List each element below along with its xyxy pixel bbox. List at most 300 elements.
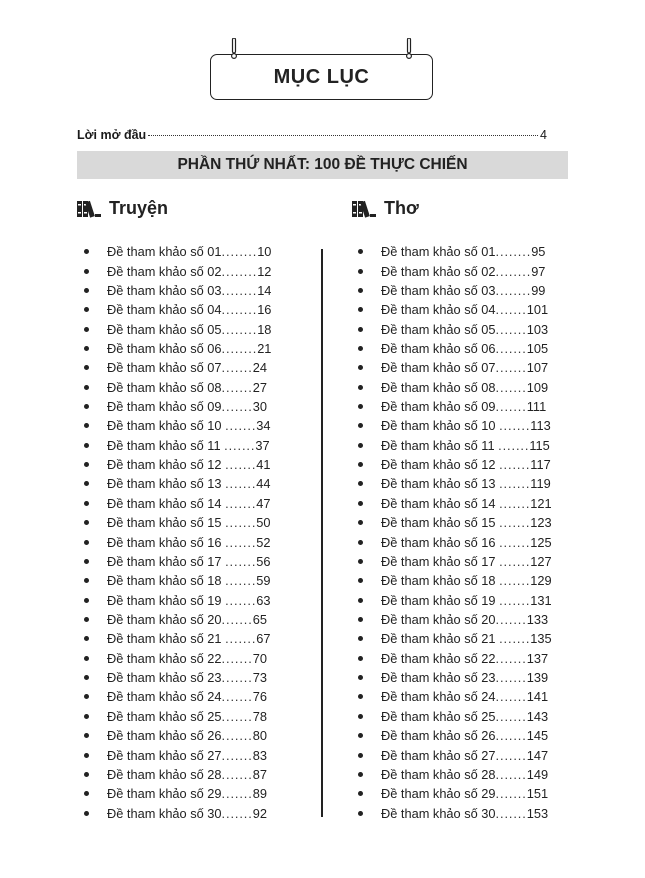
bullet-icon [358,404,363,409]
bullet-icon [84,385,89,390]
toc-entry-foreword[interactable] [77,128,547,144]
toc-entry-page: 59 [256,573,271,589]
leader-dots: ....... [495,728,527,744]
leader-dots: ....... [221,670,253,686]
bullet-icon [358,656,363,661]
bullet-icon [84,675,89,680]
leader-dots: ....... [221,708,253,724]
toc-entry-label: Đề tham khảo số 22 [107,650,222,666]
toc-entry[interactable] [358,513,552,532]
bullet-icon [358,733,363,738]
bullet-icon [358,481,363,486]
leader-dots [148,135,538,136]
bullet-icon [84,520,89,525]
toc-entry[interactable] [358,281,552,300]
toc-entry-label: Đề tham khảo số 04 [107,302,222,318]
bullet-icon [358,753,363,758]
toc-entry-label: Đề tham khảo số 17 [381,553,500,569]
toc-entry-label: Đề tham khảo số 08 [381,379,496,395]
leader-dots: ....... [495,340,527,356]
toc-entry-label: Đề tham khảo số 08 [107,379,222,395]
toc-entry-page: 63 [256,592,271,608]
toc-entry[interactable] [358,378,552,397]
toc-entry-page: 137 [526,650,549,666]
toc-entry[interactable] [84,339,271,358]
toc-entry[interactable] [358,668,552,687]
part-banner [77,151,568,179]
toc-entry[interactable] [84,319,271,338]
leader-dots: ....... [495,302,527,318]
bullet-icon [358,307,363,312]
toc-entry-page: 127 [530,553,552,569]
toc-entry[interactable] [84,397,271,416]
toc-entry-page: 70 [252,650,267,666]
toc-entry-label: Đề tham khảo số 04 [381,302,496,318]
leader-dots: ....... [499,534,531,550]
bullet-icon [84,559,89,564]
leader-dots: ....... [499,573,531,589]
leader-dots: ....... [225,534,257,550]
leader-dots: ....... [495,379,527,395]
toc-entry-label: Đề tham khảo số 02 [381,263,496,279]
leader-dots: ....... [495,786,527,802]
toc-entry[interactable] [358,552,552,571]
bullet-icon [84,636,89,641]
toc-entry[interactable] [358,610,552,629]
bullet-icon [358,791,363,796]
toc-entry[interactable] [358,319,552,338]
toc-entry[interactable] [358,707,552,726]
toc-entry[interactable] [358,339,552,358]
toc-entry-page: 41 [256,457,271,473]
toc-entry-label: Đề tham khảo số 27 [107,747,222,763]
toc-entry[interactable] [358,784,552,803]
leader-dots: ....... [225,631,257,647]
toc-entry-page: 145 [526,728,549,744]
leader-dots: ....... [495,321,527,337]
toc-entry-page: 92 [252,805,267,821]
section-heading-truyen [76,198,168,219]
toc-entry-page: 76 [252,689,267,705]
toc-entry[interactable] [84,474,271,493]
bullet-icon [358,365,363,370]
leader-dots: ....... [225,418,257,434]
toc-entry[interactable] [84,358,271,377]
toc-entry[interactable] [358,416,552,435]
books-icon [76,200,102,218]
toc-entry-page: 83 [252,747,267,763]
toc-entry[interactable] [84,571,271,590]
toc-entry-label: Đề tham khảo số 03 [381,282,496,298]
toc-entry-label: Đề tham khảo số 22 [381,650,496,666]
toc-entry-page: 149 [526,766,549,782]
toc-entry-page: 143 [526,708,549,724]
toc-entry-label: Đề tham khảo số 02 [107,263,222,279]
leader-dots: ........ [221,244,258,260]
toc-entry-label: Đề tham khảo số 10 [107,418,226,434]
toc-entry-page: 97 [531,263,546,279]
toc-entry-page: 129 [530,573,552,589]
toc-entry-label: Đề tham khảo số 18 [107,573,226,589]
toc-entry-page: 30 [252,399,267,415]
toc-entry[interactable] [358,455,552,474]
bullet-icon [84,714,89,719]
toc-entry-page: 87 [252,766,267,782]
leader-dots: ....... [221,747,253,763]
leader-dots: ....... [498,437,530,453]
toc-entry[interactable] [84,803,271,822]
toc-entry-page: 16 [257,302,272,318]
toc-entry[interactable] [84,242,271,261]
bullet-icon [84,811,89,816]
leader-dots: ........ [221,340,258,356]
section-heading-tho [351,198,419,219]
leader-dots: ....... [221,786,253,802]
leader-dots: ....... [221,360,253,376]
bullet-icon [84,540,89,545]
toc-entry[interactable] [84,436,271,455]
toc-entry-label: Đề tham khảo số 05 [107,321,222,337]
toc-entry-page: 89 [252,786,267,802]
toc-entry-label: Đề tham khảo số 01 [107,244,222,260]
leader-dots: ........ [221,263,258,279]
toc-entry[interactable] [358,629,552,648]
toc-entry[interactable] [84,532,271,551]
toc-entry[interactable] [84,416,271,435]
bullet-icon [84,288,89,293]
toc-entry-page: 99 [531,282,546,298]
toc-entry-label: Đề tham khảo số 26 [107,728,222,744]
toc-entry-page: 44 [256,476,271,492]
toc-entry[interactable] [358,803,552,822]
toc-entry[interactable] [358,436,552,455]
bullet-icon [84,443,89,448]
bullet-icon [358,559,363,564]
toc-entry-page: 52 [256,534,271,550]
toc-entry[interactable] [84,455,271,474]
leader-dots: ....... [221,612,253,627]
leader-dots: ........ [221,321,258,337]
toc-entry[interactable] [84,261,271,280]
section-heading-label: Thơ [384,198,419,218]
leader-dots: ....... [221,766,253,782]
bullet-icon [84,753,89,758]
toc-entry-page: 67 [256,631,271,647]
toc-list-tho [358,242,552,823]
toc-entry-page: 65 [252,612,267,627]
toc-entry[interactable] [84,281,271,300]
leader-dots: ....... [495,670,527,686]
bullet-icon [358,501,363,506]
leader-dots: ....... [495,747,527,763]
bullet-icon [84,307,89,312]
bullet-icon [358,346,363,351]
toc-entry-label: Đề tham khảo số 10 [381,418,500,434]
toc-entry[interactable] [84,590,271,609]
bullet-icon [84,578,89,583]
toc-entry-page: 153 [526,805,549,821]
column-divider [321,249,323,817]
leader-dots: ....... [221,805,253,821]
leader-dots: ....... [499,592,531,608]
toc-entry-label: Đề tham khảo số 29 [381,786,496,802]
toc-entry[interactable] [358,726,552,745]
toc-entry[interactable] [84,707,271,726]
leader-dots: ....... [499,418,531,434]
toc-entry[interactable] [358,358,552,377]
toc-entry-label: Đề tham khảo số 03 [107,282,222,298]
toc-entry-label: Đề tham khảo số 15 [381,515,500,531]
toc-entry-page: 147 [526,747,549,763]
toc-entry-label: Đề tham khảo số 12 [107,457,226,473]
toc-entry-page: 78 [252,708,267,724]
leader-dots: ....... [225,553,257,569]
leader-dots: ....... [225,495,257,511]
bullet-icon [84,346,89,351]
toc-entry-label: Đề tham khảo số 30 [107,805,222,821]
toc-entry-label: Đề tham khảo số 19 [381,592,500,608]
toc-entry-page: 101 [526,302,549,318]
toc-entry[interactable] [358,532,552,551]
toc-entry-label: Đề tham khảo số 21 [107,631,226,647]
bullet-icon [358,249,363,254]
toc-entry[interactable] [84,649,271,668]
toc-entry-page: 24 [252,360,267,376]
toc-entry-page: 119 [530,476,551,492]
toc-entry-page: 50 [256,515,271,531]
toc-entry-label: Đề tham khảo số 17 [107,553,226,569]
leader-dots: ....... [495,612,527,627]
toc-entry-label: Đề tham khảo số 28 [381,766,496,782]
bullet-icon [358,540,363,545]
part-title: PHẦN THỨ NHẤT: 100 ĐỀ THỰC CHIẾN [177,156,468,173]
toc-entry-label: Đề tham khảo số 06 [107,340,222,356]
toc-entry-label: Đề tham khảo số 26 [381,728,496,744]
toc-entry-page: 37 [255,437,270,453]
toc-entry-label: Đề tham khảo số 20 [381,612,496,627]
leader-dots: ....... [221,689,253,705]
leader-dots: ........ [221,302,258,318]
toc-entry-page: 34 [256,418,271,434]
toc-entry-page: 80 [252,728,267,744]
toc-entry-label: Đề tham khảo số 11 [381,437,499,453]
toc-entry-page: 27 [252,379,267,395]
bullet-icon [358,714,363,719]
toc-entry-page: 135 [530,631,552,647]
pin-icon [231,38,237,60]
bullet-icon [358,443,363,448]
toc-entry[interactable] [84,513,271,532]
toc-entry-label: Đề tham khảo số 27 [381,747,496,763]
toc-entry-label: Đề tham khảo số 07 [107,360,222,376]
toc-entry[interactable] [358,745,552,764]
bullet-icon [84,481,89,486]
toc-entry[interactable] [358,494,552,513]
toc-entry-page: 141 [526,689,549,705]
toc-entry[interactable] [358,687,552,706]
toc-entry[interactable] [358,242,552,261]
toc-entry-label: Đề tham khảo số 24 [107,689,222,705]
toc-entry[interactable] [84,745,271,764]
toc-entry[interactable] [84,300,271,319]
toc-entry[interactable] [358,474,552,493]
bullet-icon [84,772,89,777]
toc-entry-label: Đề tham khảo số 28 [107,766,222,782]
leader-dots: ....... [225,515,257,531]
leader-dots: ....... [495,766,527,782]
leader-dots: ....... [225,573,257,589]
bullet-icon [358,772,363,777]
leader-dots: ....... [221,379,253,395]
bullet-icon [84,462,89,467]
bullet-icon [84,694,89,699]
toc-entry-label: Đề tham khảo số 18 [381,573,500,589]
bullet-icon [358,423,363,428]
leader-dots: ....... [224,437,256,453]
toc-entry-page: 151 [526,786,549,802]
toc-entry[interactable] [84,765,271,784]
bullet-icon [84,656,89,661]
toc-entry-page: 4 [540,128,547,142]
bullet-icon [84,249,89,254]
bullet-icon [358,269,363,274]
leader-dots: ....... [499,553,531,569]
toc-entry-page: 113 [530,418,551,434]
toc-entry[interactable] [84,629,271,648]
toc-entry-label: Đề tham khảo số 14 [107,495,226,511]
toc-entry-page: 131 [530,592,552,608]
toc-entry-page: 47 [256,495,271,511]
bullet-icon [358,811,363,816]
toc-entry-label: Đề tham khảo số 29 [107,786,222,802]
toc-entry-page: 95 [531,244,546,260]
bullet-icon [358,462,363,467]
toc-entry-page: 139 [526,670,549,686]
toc-entry-page: 103 [526,321,549,337]
page-title-card [210,54,433,100]
toc-entry[interactable] [84,784,271,803]
toc-entry[interactable] [84,552,271,571]
leader-dots: ....... [499,457,531,473]
toc-entry[interactable] [84,610,271,629]
bullet-icon [358,385,363,390]
page-title: MỤC LỤC [273,65,370,88]
leader-dots: ....... [499,631,531,647]
toc-entry-page: 14 [257,282,272,298]
toc-entry[interactable] [358,765,552,784]
toc-entry-page: 12 [257,263,272,279]
toc-entry-label: Đề tham khảo số 19 [107,592,226,608]
pin-icon [406,38,412,60]
toc-entry-page: 107 [526,360,549,376]
toc-entry-label: Đề tham khảo số 15 [107,515,226,531]
bullet-icon [84,269,89,274]
leader-dots: ........ [495,282,532,298]
bullet-icon [84,791,89,796]
toc-entry[interactable] [84,687,271,706]
toc-entry-page: 123 [530,515,552,531]
leader-dots: ........ [221,282,258,298]
toc-entry[interactable] [84,668,271,687]
bullet-icon [84,423,89,428]
toc-entry-label: Đề tham khảo số 11 [107,437,225,453]
leader-dots: ....... [499,476,531,492]
toc-entry-label: Đề tham khảo số 01 [381,244,496,260]
toc-entry-label: Đề tham khảo số 09 [107,399,222,415]
toc-entry-page: 18 [257,321,272,337]
bullet-icon [358,598,363,603]
toc-entry-label: Đề tham khảo số 12 [381,457,500,473]
bullet-icon [84,733,89,738]
toc-entry[interactable] [358,571,552,590]
leader-dots: ....... [495,708,527,724]
toc-entry[interactable] [84,726,271,745]
toc-entry[interactable] [358,649,552,668]
leader-dots: ....... [225,476,257,492]
toc-entry-label: Đề tham khảo số 07 [381,360,496,376]
books-icon [351,200,377,218]
toc-entry[interactable] [358,397,552,416]
toc-entry-page: 133 [526,612,549,627]
toc-list-truyen [84,242,271,823]
leader-dots: ....... [495,399,527,415]
toc-entry[interactable] [84,378,271,397]
bullet-icon [358,617,363,622]
bullet-icon [358,694,363,699]
leader-dots: ....... [225,592,257,608]
bullet-icon [84,327,89,332]
toc-entry-label: Đề tham khảo số 06 [381,340,496,356]
bullet-icon [358,288,363,293]
toc-entry-label: Đề tham khảo số 16 [381,534,500,550]
toc-entry-label: Đề tham khảo số 30 [381,805,496,821]
bullet-icon [84,501,89,506]
leader-dots: ....... [495,689,527,705]
toc-entry-label: Đề tham khảo số 14 [381,495,500,511]
toc-entry[interactable] [358,300,552,319]
toc-entry-label: Đề tham khảo số 23 [107,670,222,686]
toc-entry-page: 109 [526,379,549,395]
toc-entry-label: Đề tham khảo số 16 [107,534,226,550]
toc-entry-page: 73 [252,670,267,686]
bullet-icon [84,404,89,409]
leader-dots: ....... [225,457,257,473]
toc-entry-page: 115 [529,437,550,453]
leader-dots: ....... [221,728,253,744]
bullet-icon [358,520,363,525]
toc-entry-label: Lời mở đầu [77,128,147,142]
toc-entry-label: Đề tham khảo số 20 [107,612,222,627]
toc-entry-label: Đề tham khảo số 13 [107,476,226,492]
leader-dots: ....... [495,805,527,821]
toc-entry[interactable] [358,261,552,280]
leader-dots: ....... [221,650,253,666]
leader-dots: ....... [495,360,527,376]
bullet-icon [358,636,363,641]
toc-entry-page: 56 [256,553,271,569]
toc-entry-page: 125 [530,534,552,550]
leader-dots: ....... [499,495,531,511]
leader-dots: ....... [495,650,527,666]
leader-dots: ....... [221,399,253,415]
leader-dots: ....... [499,515,531,531]
toc-entry-page: 105 [526,340,549,356]
toc-entry-label: Đề tham khảo số 23 [381,670,496,686]
toc-entry-label: Đề tham khảo số 21 [381,631,500,647]
toc-entry[interactable] [84,494,271,513]
toc-entry[interactable] [358,590,552,609]
toc-entry-page: 10 [257,244,272,260]
